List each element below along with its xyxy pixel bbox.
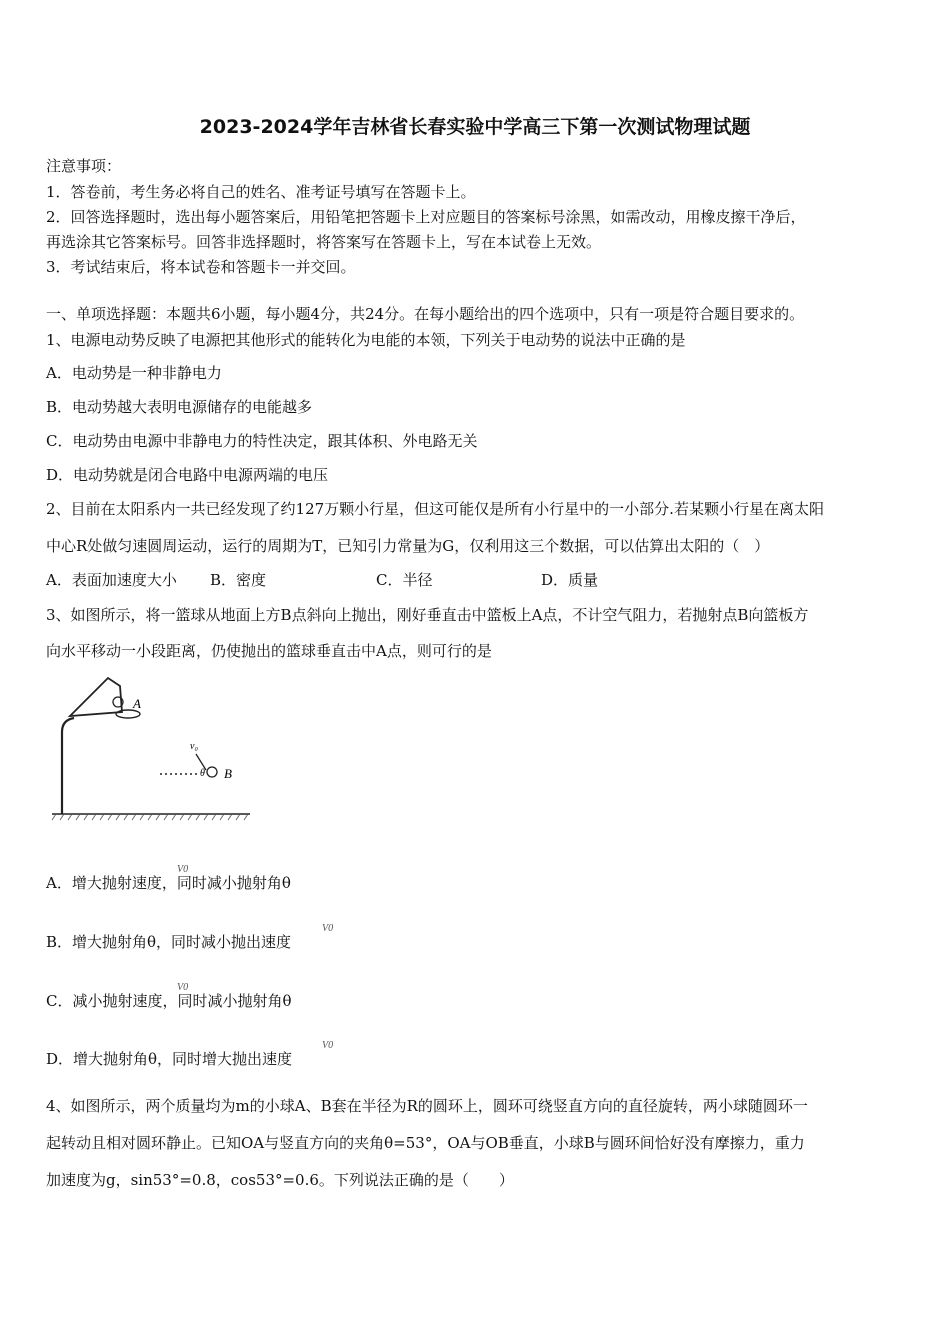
ball-at-b: [207, 767, 217, 777]
notice-item-2: 2．回答选择题时，选出每小题答案后，用铅笔把答题卡上对应题目的答案标号涂黑，如需改动，用橡皮擦干净后，: [46, 208, 806, 226]
hoop-rim: [116, 710, 140, 718]
backboard: [70, 678, 122, 716]
notice-item-2-cont: 再选涂其它答案标号。回答非选择题时，将答案写在答题卡上，写在本试卷上无效。: [46, 233, 602, 251]
notice-heading: 注意事项：: [46, 157, 122, 175]
q4-stem-line2: 起转动且相对圆环静止。已知OA与竖直方向的夹角θ=53°，OA与OB垂直，小球B与圆环间恰好没有摩擦力，重力: [46, 1134, 805, 1152]
q3-option-c: C．减小抛射速度，同时减小抛射角θ: [46, 992, 292, 1010]
notice-item-1: 1．答卷前，考生务必将自己的姓名、准考证号填写在答题卡上。: [46, 183, 476, 201]
q3-option-a: A．增大抛射速度，同时减小抛射角θ: [46, 874, 291, 892]
q1-option-c: C．电动势由电源中非静电力的特性决定，跟其体积、外电路无关: [46, 432, 478, 450]
label-a: A: [133, 696, 141, 711]
hoop-pole: [62, 718, 74, 814]
q3-option-d: D．增大抛射角θ，同时增大抛出速度: [46, 1050, 293, 1068]
q1-option-a: A．电动势是一种非静电力: [46, 364, 222, 382]
v0-symbol: V0: [322, 1040, 334, 1051]
q2-option-a: A．表面加速度大小: [46, 571, 177, 589]
q2-option-d: D．质量: [541, 571, 599, 589]
q1-stem: 1、电源电动势反映了电源把其他形式的能转化为电能的本领，下列关于电动势的说法中正确的是: [46, 331, 686, 349]
q3-option-b: B．增大抛射角θ，同时减小抛出速度: [46, 933, 292, 951]
q3-stem-line2: 向水平移动一小段距离，仍使抛出的篮球垂直击中A点，则可行的是: [46, 642, 492, 660]
q2-stem-line1: 2、目前在太阳系内一共已经发现了约127万颗小行星，但这可能仅是所有小行星中的一小部分.若某颗小行星在离太阳: [46, 500, 824, 518]
basketball-figure: [50, 672, 260, 827]
label-v0: v₀: [190, 741, 198, 752]
q4-stem-line1: 4、如图所示，两个质量均为m的小球A、B套在半径为R的圆环上，圆环可绕竖直方向的直径旋转，两小球随圆环一: [46, 1097, 808, 1115]
v0-symbol: V0: [177, 982, 189, 993]
notice-item-3: 3．考试结束后，将本试卷和答题卡一并交回。: [46, 258, 356, 276]
label-b: B: [224, 766, 232, 781]
q4-stem-line3: 加速度为g，sin53°=0.8，cos53°=0.6。下列说法正确的是（ ）: [46, 1171, 514, 1189]
q2-option-c: C．半径: [376, 571, 433, 589]
q3-stem-line1: 3、如图所示，将一篮球从地面上方B点斜向上抛出，刚好垂直击中篮板上A点，不计空气阻力，若抛射点B向篮板方: [46, 606, 809, 624]
v0-symbol: V0: [177, 864, 189, 875]
q2-option-b: B．密度: [210, 571, 267, 589]
q1-option-d: D．电动势就是闭合电路中电源两端的电压: [46, 466, 329, 484]
q1-option-b: B．电动势越大表明电源储存的电能越多: [46, 398, 313, 416]
ground-hatch: [52, 814, 248, 820]
q2-stem-line2: 中心R处做匀速圆周运动，运行的周期为T，已知引力常量为G，仅利用这三个数据，可以估算出太阳的（ ）: [46, 537, 770, 555]
exam-title: 2023-2024学年吉林省长春实验中学高三下第一次测试物理试题: [199, 116, 751, 138]
v0-symbol: V0: [322, 923, 334, 934]
section-heading: 一、单项选择题：本题共6小题，每小题4分，共24分。在每小题给出的四个选项中，只有一项是符合题目要求的。: [46, 305, 805, 323]
label-theta: θ: [200, 768, 205, 779]
